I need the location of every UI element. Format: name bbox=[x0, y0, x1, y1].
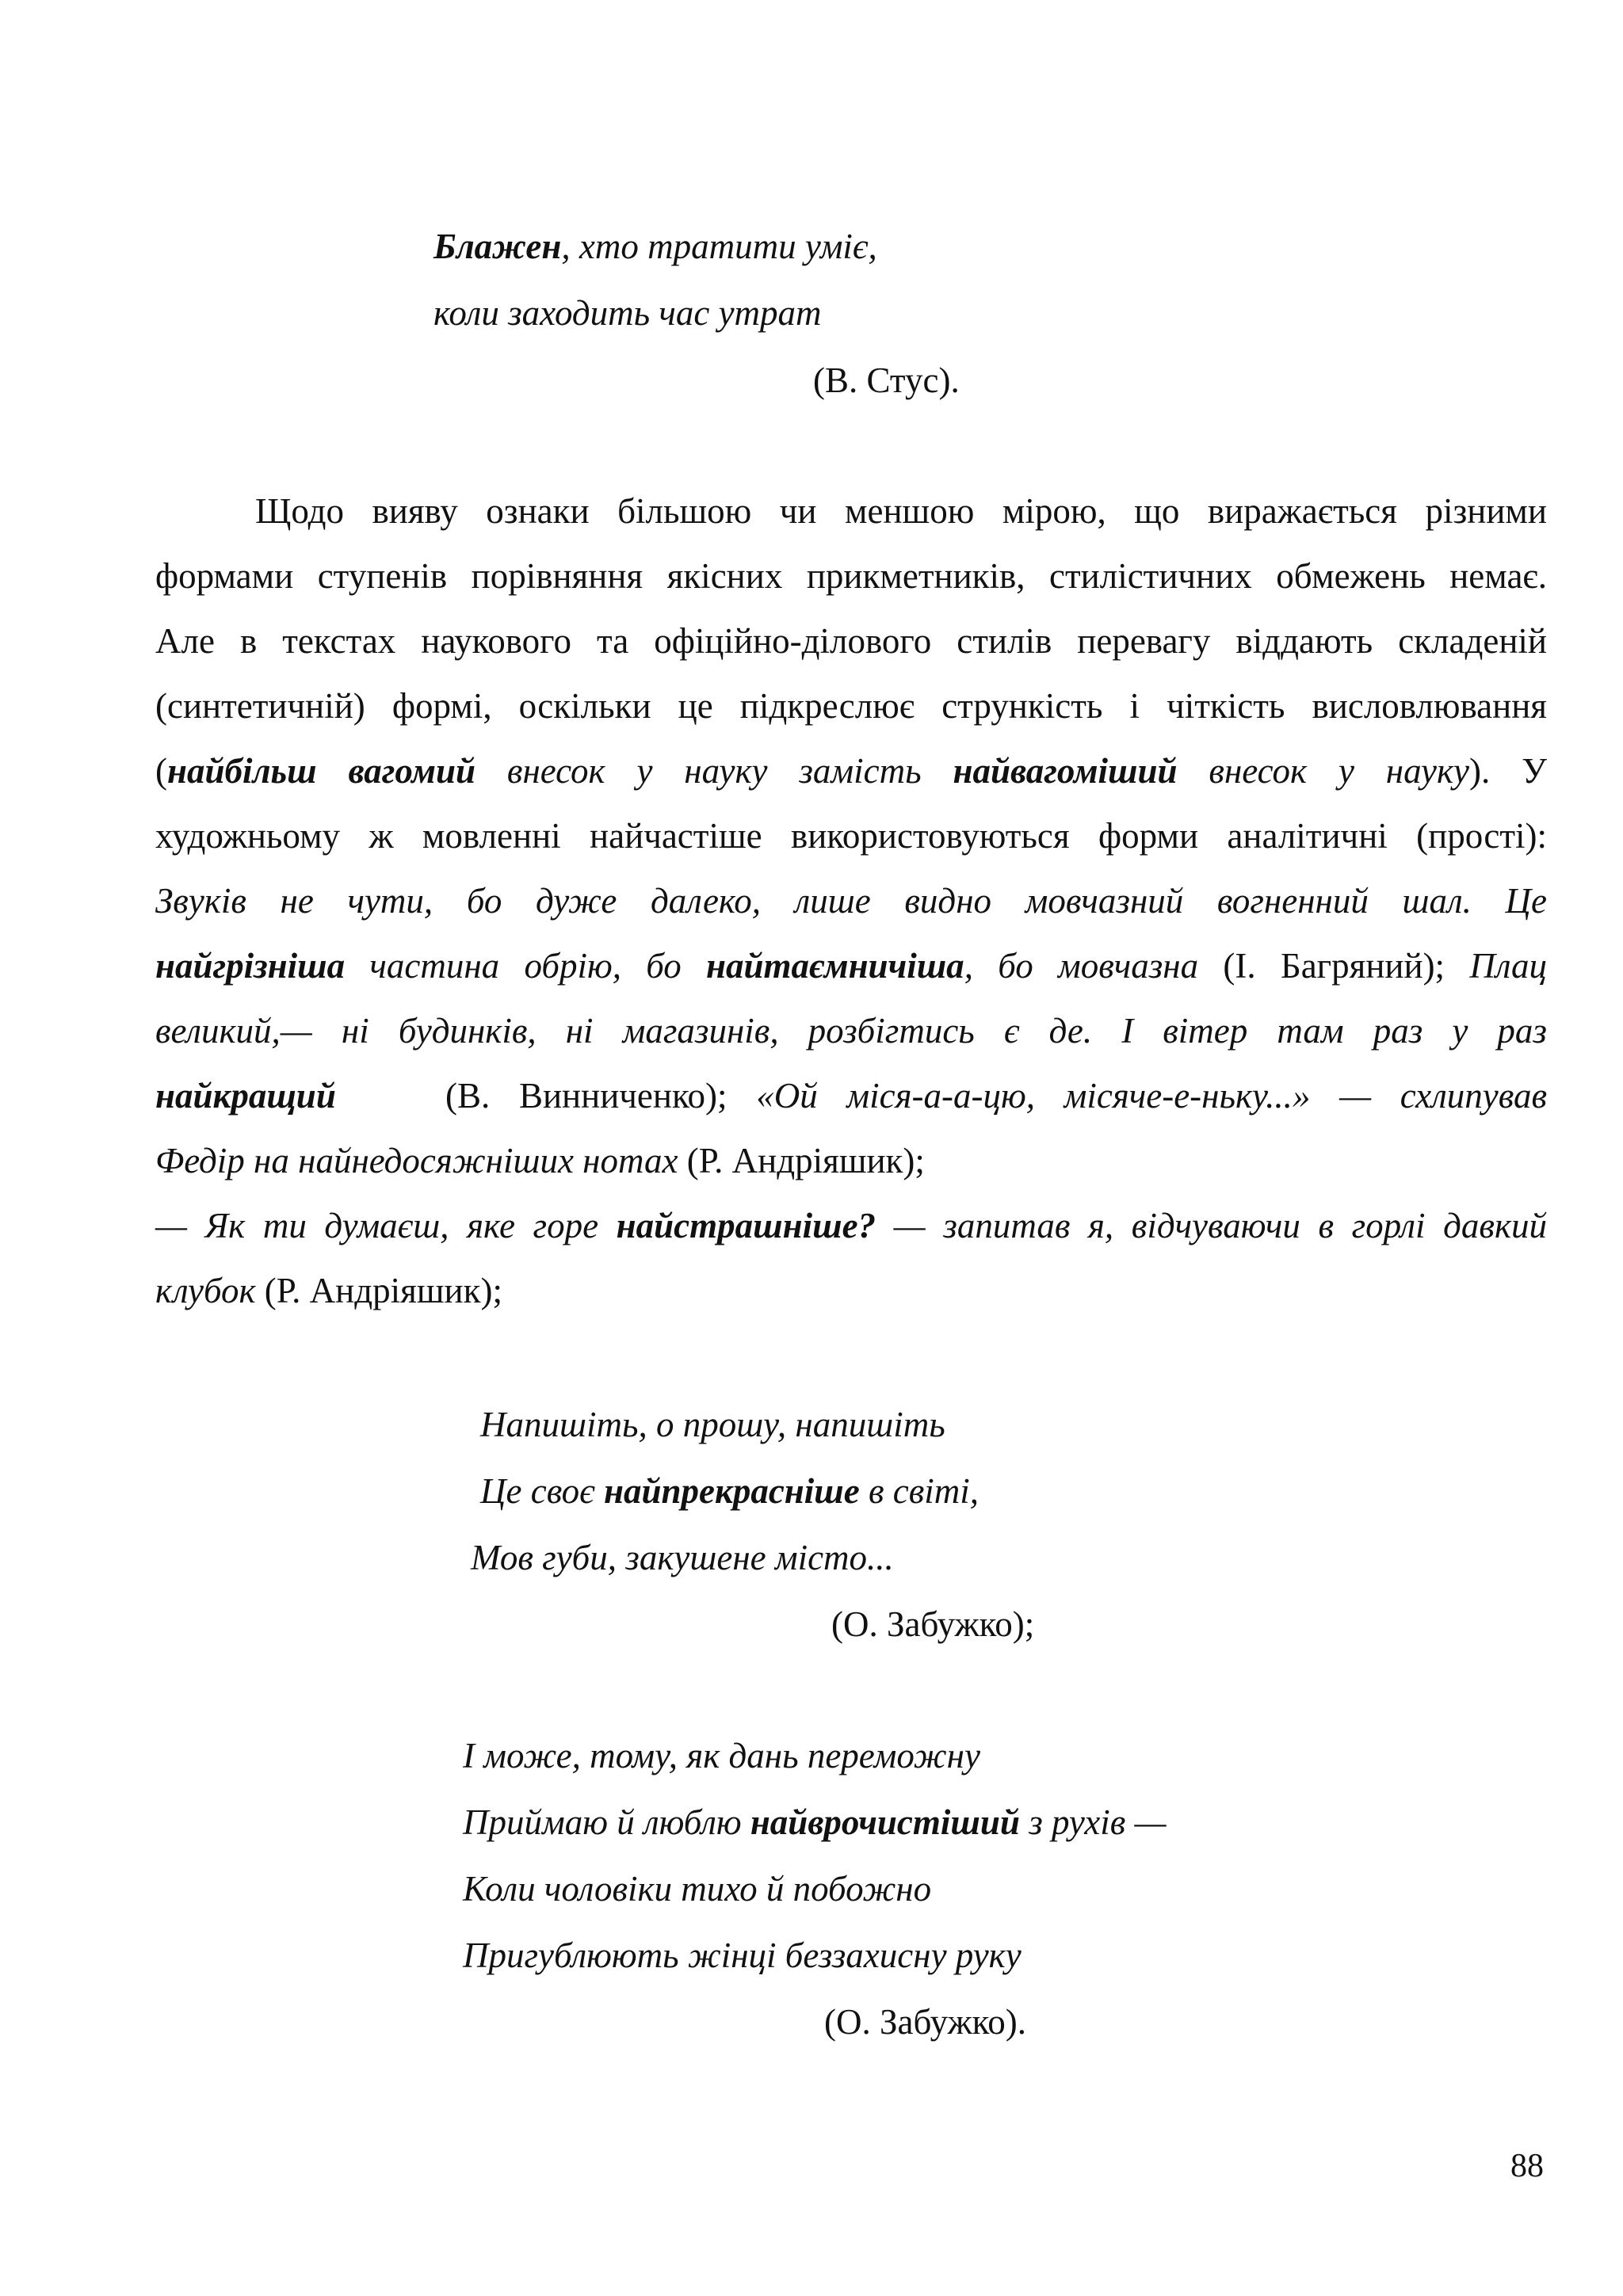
example-text: — запитав я, відчуваючи в горлі давкий bbox=[876, 1206, 1547, 1245]
paragraph-line-12 bbox=[155, 1208, 1547, 1244]
emphasis: найстрашніше? bbox=[616, 1206, 876, 1245]
poem3-line-2 bbox=[463, 1802, 1167, 1842]
example-text: «Ой міся-а-а-цю, місяче-е-ньку...» — схлипував bbox=[756, 1076, 1547, 1116]
text: в світі, bbox=[859, 1471, 980, 1511]
text: ). У bbox=[1469, 751, 1547, 791]
poem3-attribution: (О. Забужко). bbox=[824, 2002, 1026, 2042]
poem1-line-1 bbox=[433, 229, 877, 265]
poem2-line-2 bbox=[480, 1471, 980, 1511]
emphasis: найкращий bbox=[155, 1076, 336, 1116]
page-number: 88 bbox=[1510, 2148, 1544, 2184]
source-citation: (Р. Андріяшик); bbox=[678, 1141, 925, 1180]
example-text: Плац bbox=[1469, 946, 1547, 986]
paragraph-line-13 bbox=[155, 1273, 502, 1309]
emphasis: найпрекрасніше bbox=[604, 1471, 860, 1511]
source-citation: (В. Винниченко); bbox=[445, 1076, 757, 1116]
paragraph-line-2: формами ступенів порівняння якісних прикметників, стилістичних обмежень немає. bbox=[155, 556, 1547, 596]
poem2-line-1: Напишіть, о прошу, напишіть bbox=[480, 1405, 945, 1444]
paragraph-line-11 bbox=[155, 1143, 925, 1179]
poem3-line-3: Коли чоловіки тихо й побожно bbox=[463, 1869, 932, 1909]
paragraph-line-4: (синтетичній) формі, оскільки це підкреслює стрункість і чіткість висловлювання bbox=[155, 686, 1547, 726]
paragraph-line-8 bbox=[155, 948, 1547, 984]
paragraph-line-3: Але в текстах наукового та офіційно-ділового стилів перевагу віддають складеній bbox=[155, 621, 1547, 661]
paragraph-line-9: великий,— ні будинків, ні магазинів, розбігтись є де. І вітер там раз у раз bbox=[155, 1011, 1547, 1051]
poem1-line-2: коли заходить час утрат bbox=[433, 293, 822, 333]
text: з рухів — bbox=[1019, 1802, 1167, 1842]
text: ( bbox=[155, 751, 167, 791]
emphasis: Блажен bbox=[433, 227, 562, 266]
emphasis: найвагоміший bbox=[953, 751, 1178, 791]
example-text: внесок у науку замість bbox=[475, 751, 953, 791]
poem2-attribution: (О. Забужко); bbox=[831, 1604, 1035, 1644]
emphasis: найбільш вагомий bbox=[167, 751, 476, 791]
example-text: внесок у науку bbox=[1177, 751, 1470, 791]
example-text: клубок bbox=[155, 1271, 256, 1310]
text: Це своє bbox=[480, 1471, 605, 1511]
paragraph-line-5 bbox=[155, 753, 1547, 789]
poem3-line-4: Пригублюють жінці беззахисну руку bbox=[463, 1936, 1022, 1975]
source-citation: (І. Багряний); bbox=[1198, 946, 1470, 986]
text: Приймаю й люблю bbox=[463, 1802, 750, 1842]
source-citation: (Р. Андріяшик); bbox=[255, 1271, 502, 1310]
poem2-line-3: Мов губи, закушене місто... bbox=[471, 1538, 894, 1577]
paragraph-line-10-lead bbox=[155, 1078, 336, 1114]
paragraph-line-6: художньому ж мовленні найчастіше використовуються форми аналітичні (прості): bbox=[155, 816, 1547, 856]
example-text: — Як ти думаєш, яке горе bbox=[155, 1206, 617, 1245]
poem3-line-1: І може, тому, як дань переможну bbox=[463, 1736, 980, 1775]
paragraph-line-7: Звуків не чути, бо дуже далеко, лише видно мовчазний вогненний шал. Це bbox=[155, 881, 1547, 921]
paragraph-line-10 bbox=[445, 1078, 1547, 1114]
example-text: , бо мовчазна bbox=[964, 946, 1199, 986]
poem1-attribution: (В. Стус). bbox=[813, 360, 960, 400]
emphasis: найтаємничіша bbox=[706, 946, 964, 986]
example-text: Федір на найнедосяжніших нотах bbox=[155, 1141, 678, 1180]
emphasis: найгрізніша bbox=[155, 946, 346, 986]
text: , хто тратити уміє, bbox=[561, 227, 877, 266]
emphasis: найврочистіший bbox=[750, 1802, 1020, 1842]
paragraph-line-1: Щодо вияву ознаки більшою чи меншою мірою, що виражається різними bbox=[255, 491, 1547, 531]
example-text: частина обрію, бо bbox=[345, 946, 707, 986]
